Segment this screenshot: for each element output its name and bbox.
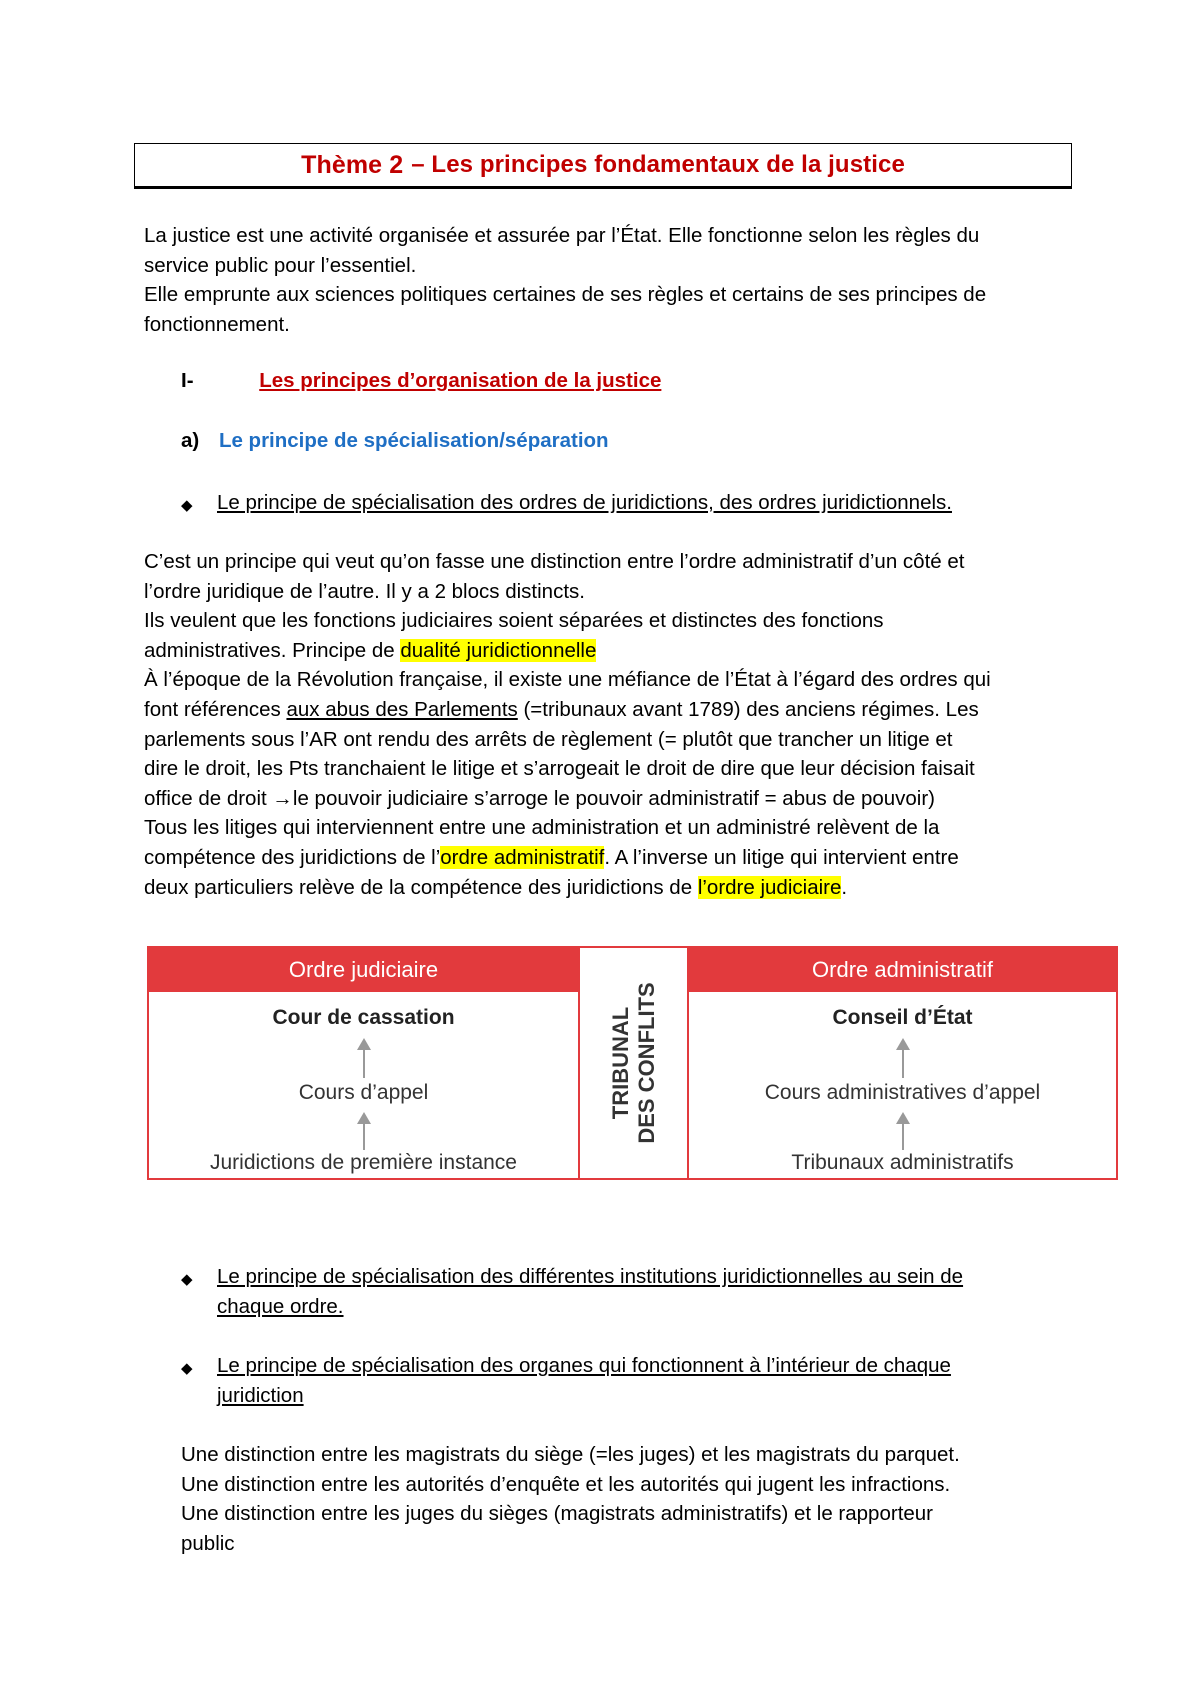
highlight-ordre-judiciaire: l’ordre judiciaire [697, 875, 842, 899]
conseil-d-etat: Conseil d’État [832, 1006, 973, 1029]
title-text: – Les principes fondamentaux de la justice [411, 151, 905, 178]
body-line: parlements sous l’AR ont rendu des arrêts de règlement (= plutôt que trancher un litige et [144, 727, 953, 751]
diamond-bullet-icon: ◆ [181, 1360, 193, 1377]
cours-administratives-d-appel: Cours administratives d’appel [764, 1081, 1041, 1104]
body-line: dire le droit, les Pts tranchaient le litige et s’arrogeait le droit de dire que leur décision faisait [144, 757, 975, 781]
highlight-dualite: dualité juridictionnelle [400, 638, 597, 662]
closing-line: Une distinction entre les autorités d’enquête et les autorités qui jugent les infractions. [181, 1472, 951, 1496]
judicial-order-header: Ordre judiciaire [149, 948, 578, 992]
bullet-item [181, 1351, 1061, 1410]
body-paragraph [144, 547, 1074, 902]
closing-line: Une distinction entre les juges du sièges (magistrats administratifs) et le rapporteur [181, 1502, 934, 1526]
body-line: office de droit →le pouvoir judiciaire s’arroge le pouvoir administratif = abus de pouvoir) [144, 786, 936, 810]
arrow-up-icon [363, 1114, 365, 1150]
bullet-text: Le principe de spécialisation des différentes institutions juridictionnelles au sein de chaque ordre. [217, 1265, 964, 1318]
intro-line: fonctionnement. [144, 312, 290, 336]
subsection-letter: a) [181, 429, 200, 452]
body-line: l’ordre juridique de l’autre. Il y a 2 blocs distincts. [144, 579, 585, 603]
bullet-text: Le principe de spécialisation des ordres de juridictions, des ordres juridictionnels. [217, 491, 952, 514]
closing-paragraph [181, 1440, 1081, 1558]
intro-line: Elle emprunte aux sciences politiques certaines de ses règles et certains de ses principes de [144, 283, 987, 307]
bullet-item [181, 488, 1061, 518]
section-heading-1 [181, 369, 661, 393]
juridictions-premiere-instance: Juridictions de première instance [210, 1151, 517, 1174]
arrow-up-icon [902, 1114, 904, 1150]
subsection-label: Le principe de spécialisation/séparation [218, 429, 609, 452]
underline-abus: aux abus des Parlements [286, 697, 518, 721]
bullet-item [181, 1262, 1061, 1321]
highlight-ordre-administratif: ordre administratif [440, 845, 605, 869]
body-line: C’est un principe qui veut qu’on fasse une distinction entre l’ordre administratif d’un côté et [144, 550, 965, 573]
body-line: administratives. Principe de dualité juridictionnelle [144, 638, 597, 662]
administrative-order-header: Ordre administratif [689, 948, 1116, 992]
tribunal-des-conflits-label: TRIBUNAL DES CONFLITS [607, 982, 659, 1144]
body-line: À l’époque de la Révolution française, il existe une méfiance de l’État à l’égard des ordres qui [144, 668, 991, 692]
closing-line: public [181, 1531, 235, 1555]
section-number: I- [181, 369, 194, 392]
cours-d-appel: Cours d’appel [298, 1081, 429, 1104]
closing-line: Une distinction entre les magistrats du siège (=les juges) et les magistrats du parquet. [181, 1443, 960, 1466]
judicial-order-column [147, 946, 580, 1180]
body-line: Ils veulent que les fonctions judiciaires soient séparées et distinctes des fonctions [144, 609, 884, 633]
arrow-right-icon: → [272, 786, 293, 810]
administrative-order-column [687, 946, 1118, 1180]
body-line: Tous les litiges qui interviennent entre une administration et un administré relèvent de la [144, 816, 940, 840]
subsection-heading-a [181, 429, 609, 453]
body-line: font références aux abus des Parlements (=tribunaux avant 1789) des anciens régimes. Les [144, 697, 979, 721]
intro-line: La justice est une activité organisée et assurée par l’État. Elle fonctionne selon les règles du [144, 224, 980, 247]
arrow-up-icon [363, 1040, 365, 1078]
diamond-bullet-icon: ◆ [181, 1271, 193, 1288]
cour-de-cassation: Cour de cassation [272, 1006, 455, 1029]
bullet-text: Le principe de spécialisation des organes qui fonctionnent à l’intérieur de chaque juridiction [217, 1354, 951, 1407]
jurisdiction-diagram [147, 946, 1118, 1180]
page-title [134, 143, 1072, 189]
diamond-bullet-icon: ◆ [181, 497, 193, 514]
tribunaux-administratifs: Tribunaux administratifs [791, 1151, 1014, 1174]
section-label: Les principes d’organisation de la justice [259, 369, 662, 392]
body-line: compétence des juridictions de l’ordre administratif. A l’inverse un litige qui intervient entre [144, 845, 959, 869]
body-line: deux particuliers relève de la compétence des juridictions de l’ordre judiciaire. [144, 875, 848, 899]
intro-paragraph [144, 221, 1074, 339]
intro-line: service public pour l’essentiel. [144, 253, 417, 277]
title-theme: Thème 2 [301, 150, 404, 179]
tribunal-des-conflits-column [580, 946, 687, 1180]
arrow-up-icon [902, 1040, 904, 1078]
